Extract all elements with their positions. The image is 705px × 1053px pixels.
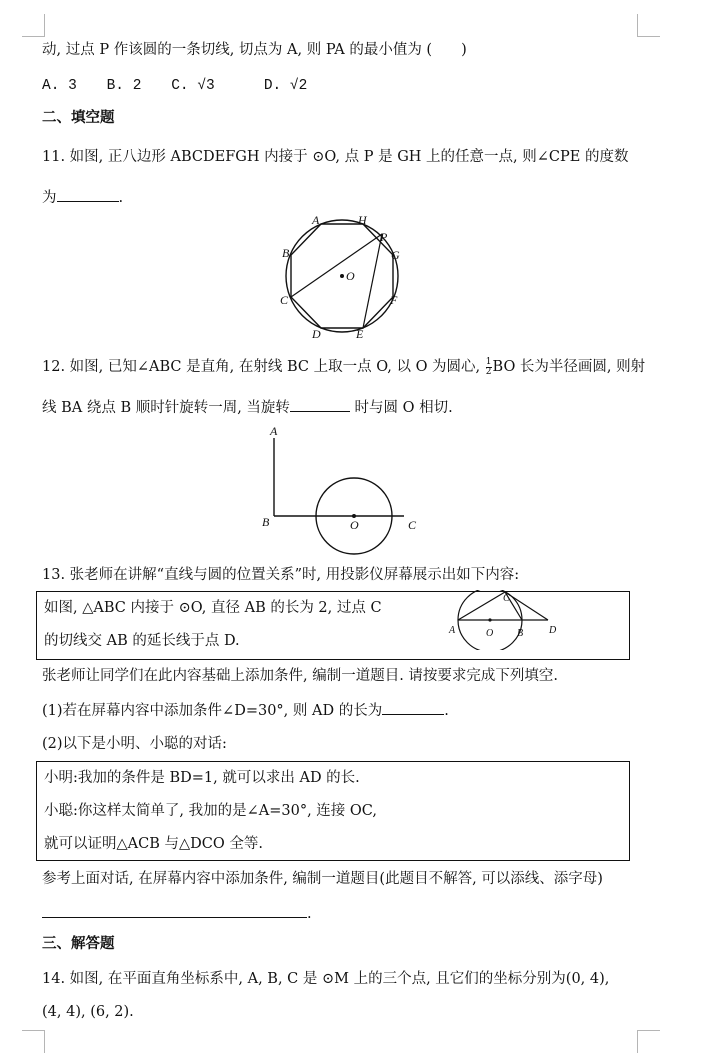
q11-suffix: . [118,190,124,206]
label-h: H [358,213,367,227]
q12-text-c: 线 BA 绕点 B 顺时针旋转一周, 当旋转 [42,400,290,416]
q12-text-b: BO 长为半径画圆, 则射 [492,359,646,375]
section-fill-in-title: 二、填空题 [42,109,115,126]
q12-text-a: 12. 如图, 已知∠ABC 是直角, 在射线 BC 上取一点 O, 以 O 为圆心, [42,359,485,375]
label-c: C [280,293,289,307]
corner-mark-bottom-right [637,1030,660,1053]
right-angle-circle-figure [258,422,428,557]
label-g: G [391,248,400,262]
q11-answer-blank [57,187,119,202]
q10-options [42,75,307,96]
label-a: A [449,625,456,636]
q12-fraction [486,358,492,377]
tangent-cd [505,592,548,620]
dialogue-xiaocong-1: 小聪:你这样太简单了, 我加的是∠A=30°, 连接 OC, [44,803,377,819]
box1-line2: 的切线交 AB 的延长线于点 D. [44,633,240,649]
q12-answer-blank [290,397,350,412]
center-point [488,618,491,621]
label-d: D [549,625,557,636]
q11-prefix: 为 [42,190,57,206]
q11-answer-line [42,187,123,208]
corner-mark-bottom-left [22,1030,45,1053]
label-d: D [312,327,321,341]
q10-stem-line: 动, 过点 P 作该圆的一条切线, 切点为 A, 则 PA 的最小值为 ( ) [42,42,467,58]
q14-stem-line1: 14. 如图, 在平面直角坐标系中, A, B, C 是 ⊙M 上的三个点, 且它们的坐标分别为(0, 4), [42,971,610,987]
label-f: F [390,293,398,307]
label-p: P [380,230,388,244]
q12-stem-line1 [42,357,645,377]
q13-part2: (2)以下是小明、小聪的对话: [42,736,227,752]
segment-cp [291,234,382,297]
label-a: A [270,424,278,438]
q13-part2-blank [42,903,307,918]
label-c: C [408,518,417,532]
q14-stem-line2: (4, 4), (6, 2). [42,1004,134,1020]
q13-part2-instruction: 参考上面对话, 在屏幕内容中添加条件, 编制一道题目(此题目不解答, 可以添线、添字母) [42,871,603,887]
chord-ac [458,592,505,620]
label-b: B [517,628,524,639]
q12-stem-line2 [42,397,453,418]
q13-part1-blank [382,700,444,715]
q13-part2-suffix: . [307,906,312,922]
q13-part1 [42,700,449,721]
label-b: B [282,246,290,260]
q10-option-b: B. 2 [106,78,142,94]
box1-line1: 如图, △ABC 内接于 ⊙O, 直径 AB 的长为 2, 过点 C [44,600,382,616]
dialogue-xiaocong-2: 就可以证明△ACB 与△DCO 全等. [44,836,263,852]
q13-stem-line: 13. 张老师在讲解“直线与圆的位置关系”时, 用投影仪屏幕展示出如下内容: [42,567,520,583]
q13-part2-answer [42,903,312,924]
q10-option-c: C. √3 [171,78,215,94]
center-point [340,274,344,278]
q11-stem-line: 11. 如图, 正八边形 ABCDEFGH 内接于 ⊙O, 点 P 是 GH 上的任意一点, 则∠CPE 的度数 [42,149,629,165]
corner-mark-top-right [637,14,660,37]
segment-pe [363,234,382,328]
q13-part1-text: (1)若在屏幕内容中添加条件∠D=30°, 则 AD 的长为 [42,703,383,719]
q12-frac-numerator: 1 [485,356,492,367]
corner-mark-top-left [22,14,45,37]
label-a: A [312,213,320,227]
label-c: C [503,593,510,604]
q10-option-a: A. 3 [42,78,77,94]
octagon-figure [270,212,410,342]
q12-text-d: 时与圆 O 相切. [349,400,453,416]
label-e: E [356,327,364,341]
tangent-figure [445,590,565,650]
q10-option-d: D. √2 [263,78,308,94]
label-o: O [486,628,494,639]
q13-instruction: 张老师让同学们在此内容基础上添加条件, 编制一道题目. 请按要求完成下列填空. [42,668,559,684]
label-o: O [346,269,355,283]
section-solution-title: 三、解答题 [42,935,115,952]
q12-frac-denominator: 2 [485,366,492,377]
dialogue-xiaoming: 小明:我加的条件是 BD=1, 就可以求出 AD 的长. [44,770,360,786]
q13-part1-suffix: . [444,703,449,719]
label-b: B [262,515,270,529]
label-o: O [350,518,359,532]
